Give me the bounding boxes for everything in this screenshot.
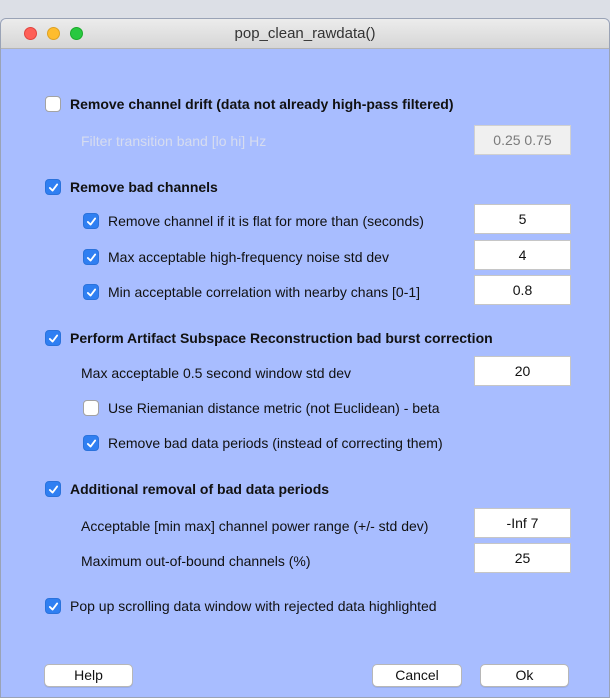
checkmark-icon	[86, 438, 97, 449]
noise-checkbox[interactable]	[83, 249, 99, 265]
checkmark-icon	[48, 333, 59, 344]
badchan-label: Remove bad channels	[70, 179, 218, 195]
filter-row	[81, 130, 266, 152]
asr-row	[45, 327, 493, 349]
additional-row	[45, 478, 329, 500]
corr-field[interactable]: 0.8	[474, 275, 571, 305]
popup-checkbox[interactable]	[45, 598, 61, 614]
filter-label: Filter transition band [lo hi] Hz	[81, 133, 267, 149]
riemann-row	[83, 397, 440, 419]
checkmark-icon	[48, 484, 59, 495]
riemann-checkbox[interactable]	[83, 400, 99, 416]
cancel-button[interactable]: Cancel	[372, 664, 462, 687]
checkmark-icon	[86, 252, 97, 263]
badchan-checkbox[interactable]	[45, 179, 61, 195]
checkmark-icon	[48, 182, 59, 193]
remove-periods-row	[83, 432, 443, 454]
asr-checkbox[interactable]	[45, 330, 61, 346]
corr-label: Min acceptable correlation with nearby chans [0-1]	[108, 284, 421, 300]
additional-label: Additional removal of bad data periods	[70, 481, 330, 497]
remove-periods-label: Remove bad data periods (instead of correcting them)	[108, 435, 443, 451]
popup-row	[45, 595, 437, 617]
riemann-label: Use Riemanian distance metric (not Euclidean) - beta	[108, 400, 440, 416]
flat-row	[83, 210, 424, 232]
badchan-row	[45, 176, 218, 198]
checkmark-icon	[86, 287, 97, 298]
noise-label: Max acceptable high-frequency noise std dev	[108, 249, 389, 265]
flat-label: Remove channel if it is flat for more than (seconds)	[108, 213, 424, 229]
oob-row	[81, 550, 311, 572]
noise-row	[83, 246, 389, 268]
drift-row	[45, 93, 454, 115]
window-std-row	[81, 362, 351, 384]
oob-label: Maximum out-of-bound channels (%)	[81, 553, 311, 569]
dialog-content	[1, 49, 609, 698]
power-range-field[interactable]: -Inf 7	[474, 508, 571, 538]
power-range-label: Acceptable [min max] channel power range (+/- std dev)	[81, 518, 429, 534]
corr-checkbox[interactable]	[83, 284, 99, 300]
flat-seconds-field[interactable]: 5	[474, 204, 571, 234]
help-button[interactable]: Help	[44, 664, 133, 687]
window-title: pop_clean_rawdata()	[234, 25, 376, 42]
power-range-row	[81, 515, 428, 537]
corr-row	[83, 281, 420, 303]
additional-checkbox[interactable]	[45, 481, 61, 497]
dialog-window	[0, 18, 610, 698]
checkmark-icon	[48, 601, 59, 612]
ok-button[interactable]: Ok	[480, 664, 569, 687]
popup-label: Pop up scrolling data window with rejected data highlighted	[70, 598, 437, 614]
drift-label: Remove channel drift (data not already high-pass filtered)	[70, 96, 454, 112]
asr-label: Perform Artifact Subspace Reconstruction bad burst correction	[70, 330, 493, 346]
oob-field[interactable]: 25	[474, 543, 571, 573]
remove-periods-checkbox[interactable]	[83, 435, 99, 451]
drift-checkbox[interactable]	[45, 96, 61, 112]
window-std-field[interactable]: 20	[474, 356, 571, 386]
noise-std-field[interactable]: 4	[474, 240, 571, 270]
window-std-label: Max acceptable 0.5 second window std dev	[81, 365, 352, 381]
flat-checkbox[interactable]	[83, 213, 99, 229]
checkmark-icon	[86, 216, 97, 227]
filter-band-field[interactable]: 0.25 0.75	[474, 125, 571, 155]
title-bar	[1, 19, 609, 49]
